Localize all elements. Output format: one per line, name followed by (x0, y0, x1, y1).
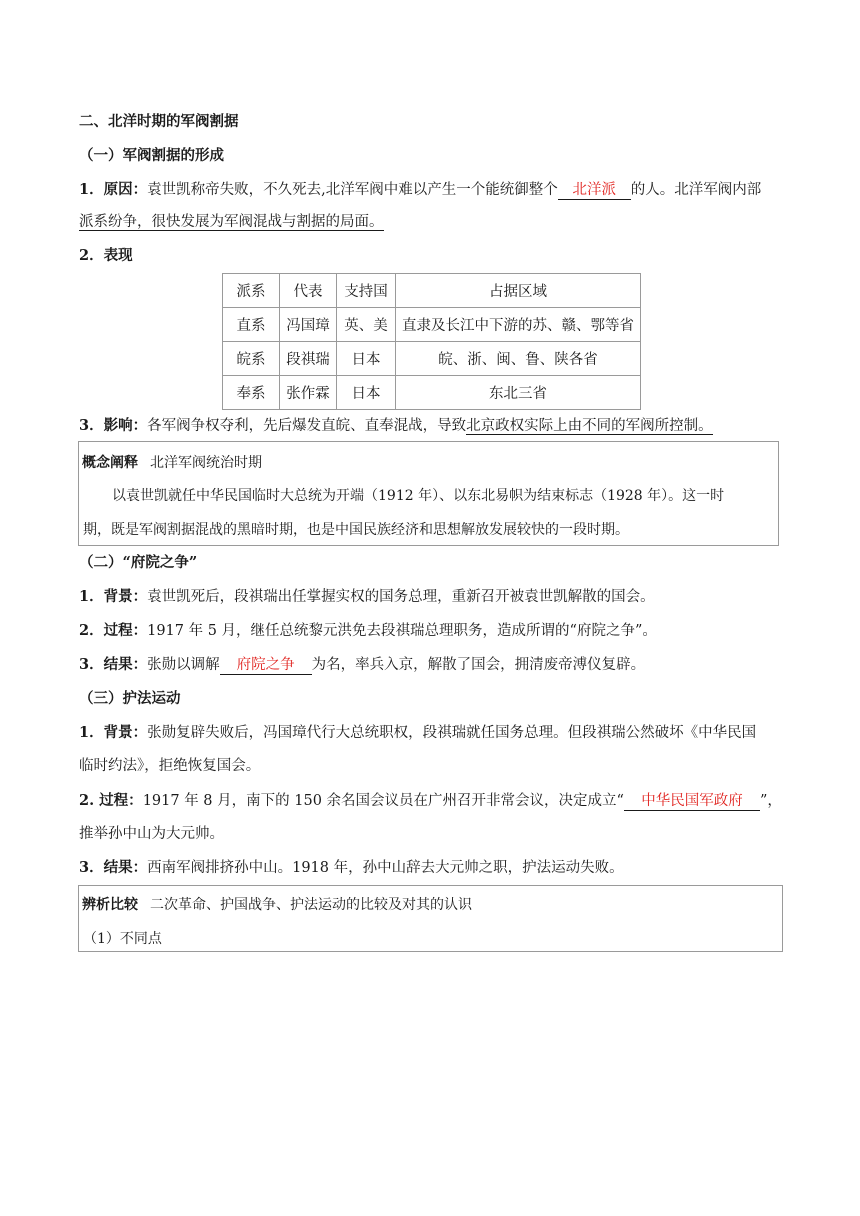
constitution-background-line (79, 723, 756, 743)
dispute-background-label: 1．背景： (79, 588, 148, 605)
concept-title: 北洋军阀统治时期 (150, 455, 262, 471)
section-title: 二、北洋时期的军阀割据 (79, 113, 239, 130)
compare-header (82, 894, 472, 914)
constitution-process-line (79, 791, 782, 811)
dispute-result-text-end: 为名，率兵入京，解散了国会，拥清废帝溥仪复辟。 (311, 657, 646, 673)
concept-text-line-1: 以袁世凯就任中华民国临时大总统为开端（1912 年）、以东北易帜为结束标志（1928 年）。这一时 (112, 488, 725, 504)
constitution-process-text: 1917 年 8 月，南下的 150 余名国会议员在广州召开非常会议，决定成立“ (142, 793, 624, 809)
constitution-fill-answer: 中华民国军政府 (624, 793, 760, 811)
impact-line (79, 416, 713, 436)
concept-text-line-2: 期，既是军阀割据混战的黑暗时期，也是中国民族经济和思想解放发展较快的一段时期。 (83, 522, 629, 538)
constitution-process-text-end: ”， (759, 793, 782, 809)
compare-item-1: （1）不同点 (83, 931, 162, 947)
compare-box (78, 885, 783, 952)
constitution-process-label: 2. 过程： (79, 792, 143, 809)
table-cell: 直系 (223, 308, 280, 342)
table-cell: 段祺瑞 (280, 342, 337, 376)
dispute-process-line (79, 621, 657, 641)
impact-label: 3．影响： (79, 417, 148, 434)
cause-underlined-text: 派系纷争，很快发展为军阀混战与割据的局面。 (79, 214, 384, 230)
show-label: 2．表现 (79, 247, 133, 264)
table-cell: 日本 (337, 376, 396, 410)
table-cell: 冯国璋 (280, 308, 337, 342)
constitution-result-line (79, 858, 624, 878)
dispute-process-text: 1917 年 5 月，继任总统黎元洪免去段祺瑞总理职务，造成所谓的“府院之争”。 (147, 623, 657, 639)
table-cell: 直隶及长江中下游的苏、赣、鄂等省 (396, 308, 641, 342)
subsection-heading-formation: （一）军阀割据的形成 (79, 147, 224, 164)
constitution-result-text: 西南军阀排挤孙中山。1918 年，孙中山辞去大元帅之职，护法运动失败。 (147, 860, 624, 876)
dispute-result-label: 3．结果： (79, 656, 148, 673)
impact-text: 各军阀争权夺利，先后爆发直皖、直奉混战，导致 (147, 418, 467, 434)
compare-title: 二次革命、护国战争、护法运动的比较及对其的认识 (150, 897, 472, 913)
constitution-background-line-2: 临时约法》，拒绝恢复国会。 (79, 758, 261, 774)
table-cell: 张作霖 (280, 376, 337, 410)
concept-box (78, 441, 779, 546)
table-cell: 奉系 (223, 376, 280, 410)
cause-line-2 (79, 212, 384, 232)
cause-fill-answer: 北洋派 (558, 182, 631, 200)
dispute-result-line (79, 655, 645, 675)
table-header-row (223, 274, 641, 308)
dispute-result-text: 张勋以调解 (147, 657, 220, 673)
table-cell: 皖、浙、闽、鲁、陕各省 (396, 342, 641, 376)
cause-text-end: 的人。北洋军阀内部 (630, 182, 762, 198)
dispute-background-line (79, 587, 655, 607)
constitution-background-label: 1．背景： (79, 724, 148, 741)
impact-underlined-text: 北京政权实际上由不同的军阀所控制。 (466, 418, 713, 434)
subsection-heading-dispute: （二）“府院之争” (79, 554, 198, 571)
table-header: 占据区域 (396, 274, 641, 308)
table-header: 派系 (223, 274, 280, 308)
dispute-background-text: 袁世凯死后，段祺瑞出任掌握实权的国务总理，重新召开被袁世凯解散的国会。 (147, 589, 655, 605)
table-header: 支持国 (337, 274, 396, 308)
compare-label: 辨析比较 (82, 897, 138, 913)
constitution-background-text: 张勋复辟失败后，冯国璋代行大总统职权，段祺瑞就任国务总理。但段祺瑞公然破坏《中华民国 (147, 725, 757, 741)
table-cell: 日本 (337, 342, 396, 376)
table-row (223, 376, 641, 410)
cause-label: 1．原因： (79, 181, 148, 198)
warlord-table (222, 273, 641, 410)
constitution-result-label: 3．结果： (79, 859, 148, 876)
table-row (223, 308, 641, 342)
constitution-process-line-2: 推举孙中山为大元帅。 (79, 826, 224, 842)
table-row (223, 342, 641, 376)
table-cell: 东北三省 (396, 376, 641, 410)
dispute-process-label: 2．过程： (79, 622, 148, 639)
subsection-heading-constitution: （三）护法运动 (79, 690, 181, 707)
concept-header (82, 452, 262, 472)
table-cell: 皖系 (223, 342, 280, 376)
table-header: 代表 (280, 274, 337, 308)
table-cell: 英、美 (337, 308, 396, 342)
dispute-fill-answer: 府院之争 (220, 657, 312, 675)
cause-line (79, 180, 761, 200)
concept-label: 概念阐释 (82, 455, 138, 471)
cause-text: 袁世凯称帝失败，不久死去,北洋军阀中难以产生一个能统御整个 (147, 182, 558, 198)
